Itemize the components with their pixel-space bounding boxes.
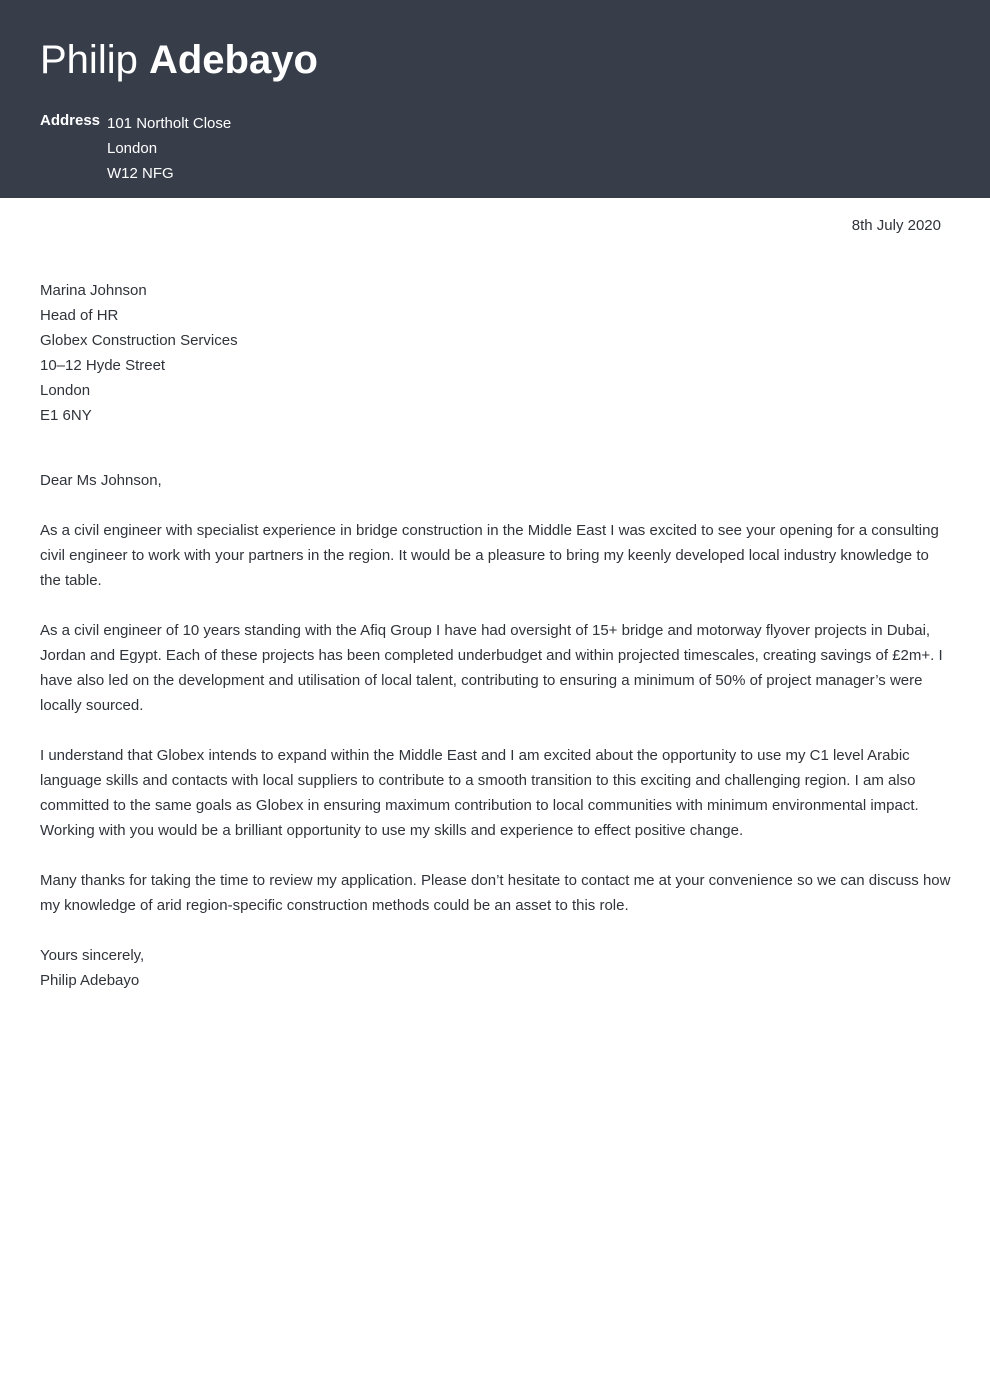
recipient-company: Globex Construction Services bbox=[40, 332, 238, 349]
address-line: W12 NFG bbox=[107, 165, 174, 182]
body-paragraph: Many thanks for taking the time to review my application. Please don’t hesitate to contact me at your convenience so we can discuss how my knowledge of arid region-specific construction methods could be an asset to this role. bbox=[40, 872, 951, 914]
closing: Yours sincerely, bbox=[40, 947, 145, 964]
sign-off bbox=[40, 943, 952, 993]
letter-date: 8th July 2020 bbox=[851, 217, 941, 234]
address-label: Address bbox=[40, 112, 101, 129]
recipient-name: Marina Johnson bbox=[40, 282, 147, 299]
recipient-postcode: E1 6NY bbox=[40, 407, 92, 424]
recipient-street: 10–12 Hyde Street bbox=[40, 357, 166, 374]
body-paragraph: As a civil engineer of 10 years standing with the Afiq Group I have had oversight of 15+ bridge and motorway flyover projects in Dubai, Jordan and Egypt. Each of these projects has been completed underbudget and within projected timescales, creating savings of £2m+. I have also led on the development and utilisation of local talent, contributing to ensuring a minimum of 50% of project manager’s were locally sourced. bbox=[40, 622, 943, 714]
applicant-first-name: Philip bbox=[40, 38, 138, 82]
address-line: London bbox=[107, 140, 158, 157]
applicant-name bbox=[40, 36, 318, 84]
letter-header bbox=[0, 0, 990, 198]
applicant-address bbox=[107, 111, 231, 186]
body-paragraph: As a civil engineer with specialist experience in bridge construction in the Middle East I was excited to see your opening for a consulting civil engineer to work with your partners in the region. It would be a pleasure to bring my keenly developed local industry knowledge to the table. bbox=[40, 522, 939, 589]
salutation: Dear Ms Johnson, bbox=[40, 472, 162, 489]
address-line: 101 Northolt Close bbox=[107, 115, 232, 132]
recipient-city: London bbox=[40, 382, 91, 399]
signature-name: Philip Adebayo bbox=[40, 972, 140, 989]
body-paragraph: I understand that Globex intends to expand within the Middle East and I am excited about the opportunity to use my C1 level Arabic language skills and contacts with local suppliers to contribute to a smooth transition to this exciting and challenging region. I am also committed to the same goals as Globex in ensuring maximum contribution to local communities with minimum environmental impact. Working with you would be a brilliant opportunity to use my skills and experience to effect positive change. bbox=[40, 747, 919, 839]
letter-body bbox=[40, 468, 952, 993]
recipient-address bbox=[40, 278, 238, 428]
recipient-title: Head of HR bbox=[40, 307, 119, 324]
applicant-last-name: Adebayo bbox=[148, 38, 318, 82]
